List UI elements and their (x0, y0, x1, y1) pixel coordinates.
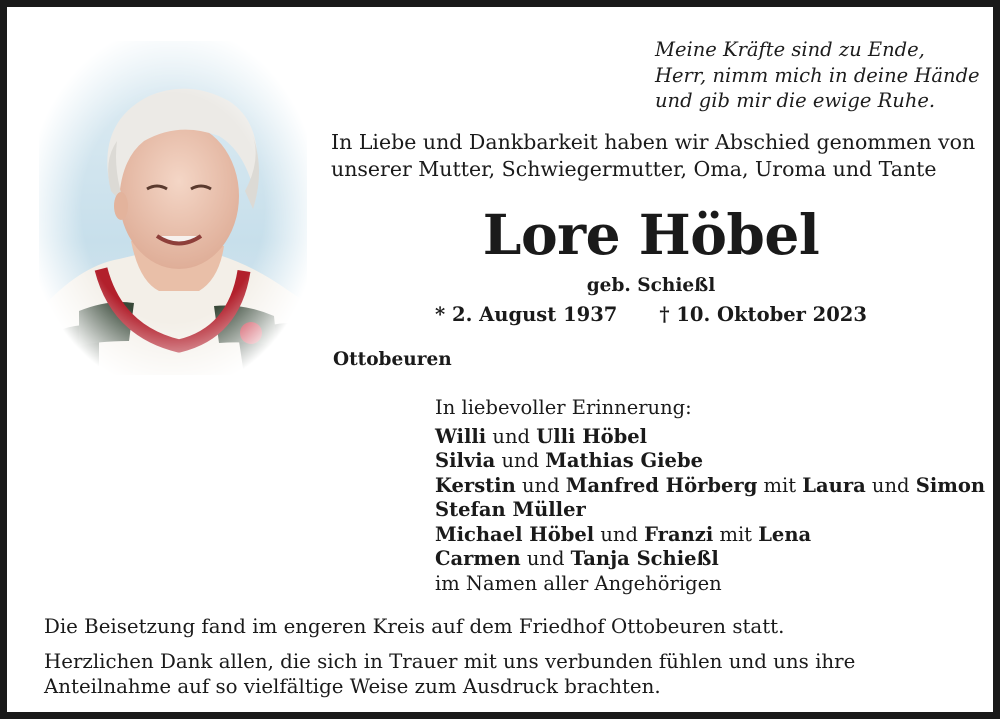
mourner-name: Kerstin (435, 473, 516, 497)
mourner-name: Tanja Schießl (570, 547, 719, 570)
birth-date: * 2. August 1937 (435, 303, 618, 326)
mourner-name: Manfred Hörberg (565, 473, 758, 497)
mourner-name: Simon (915, 473, 986, 497)
mourner-connector: mit (757, 473, 803, 497)
death-date: † 10. Oktober 2023 (659, 303, 867, 326)
intro-line: In Liebe und Dankbarkeit haben wir Abschied genommen von (331, 130, 976, 154)
deceased-name: Lore Höbel (482, 202, 820, 267)
mourner-connector: und (486, 424, 537, 448)
mourner-name: Franzi (644, 522, 714, 546)
portrait-photo (39, 41, 307, 375)
mourner-line (435, 523, 985, 548)
mourner-name: Stefan Müller (435, 498, 586, 521)
thanks-line: Anteilnahme auf so vielfältige Weise zum Ausdruck brachten. (44, 675, 661, 698)
mourner-line (435, 425, 985, 450)
mourner-line (435, 449, 985, 474)
mourners-heading: In liebevoller Erinnerung: (435, 396, 692, 419)
funeral-note: Die Beisetzung fand im engeren Kreis auf dem Friedhof Ottobeuren statt. (44, 615, 785, 638)
place: Ottobeuren (333, 349, 452, 370)
mourner-name: Willi (435, 424, 487, 448)
mourner-connector: und (520, 547, 571, 570)
intro-text (331, 129, 975, 182)
mourner-connector: mit (713, 522, 759, 546)
mourner-connector: und (515, 473, 566, 497)
mourner-name: Michael Höbel (435, 522, 595, 546)
thanks-text (44, 649, 855, 699)
birth-name: geb. Schießl (586, 275, 716, 296)
mourner-name: Ulli Höbel (536, 424, 648, 448)
verse-line: Herr, nimm mich in deine Hände (655, 63, 980, 87)
mourner-name: Carmen (435, 547, 521, 570)
mourner-name: Silvia (435, 449, 496, 472)
mourners-block (435, 396, 985, 596)
mourner-connector: und (495, 449, 546, 472)
mourner-connector: und (865, 473, 916, 497)
mourner-name: Lena (758, 522, 812, 546)
thanks-line: Herzlichen Dank allen, die sich in Trauer mit uns verbunden fühlen und uns ihre (44, 650, 856, 673)
mourners-list (435, 425, 985, 572)
mourners-closing: im Namen aller Angehörigen (435, 571, 722, 595)
mourner-line (435, 547, 985, 572)
life-dates (331, 303, 971, 326)
mourner-name: Laura (802, 473, 866, 497)
mourner-connector: und (594, 522, 645, 546)
verse (655, 37, 980, 114)
verse-line: Meine Kräfte sind zu Ende, (655, 38, 925, 61)
mourner-line (435, 474, 985, 499)
verse-line: und gib mir die ewige Ruhe. (655, 89, 936, 112)
mourner-name: Mathias Giebe (545, 449, 704, 472)
intro-line: unserer Mutter, Schwiegermutter, Oma, Uroma und Tante (331, 156, 937, 181)
mourner-line (435, 498, 985, 523)
